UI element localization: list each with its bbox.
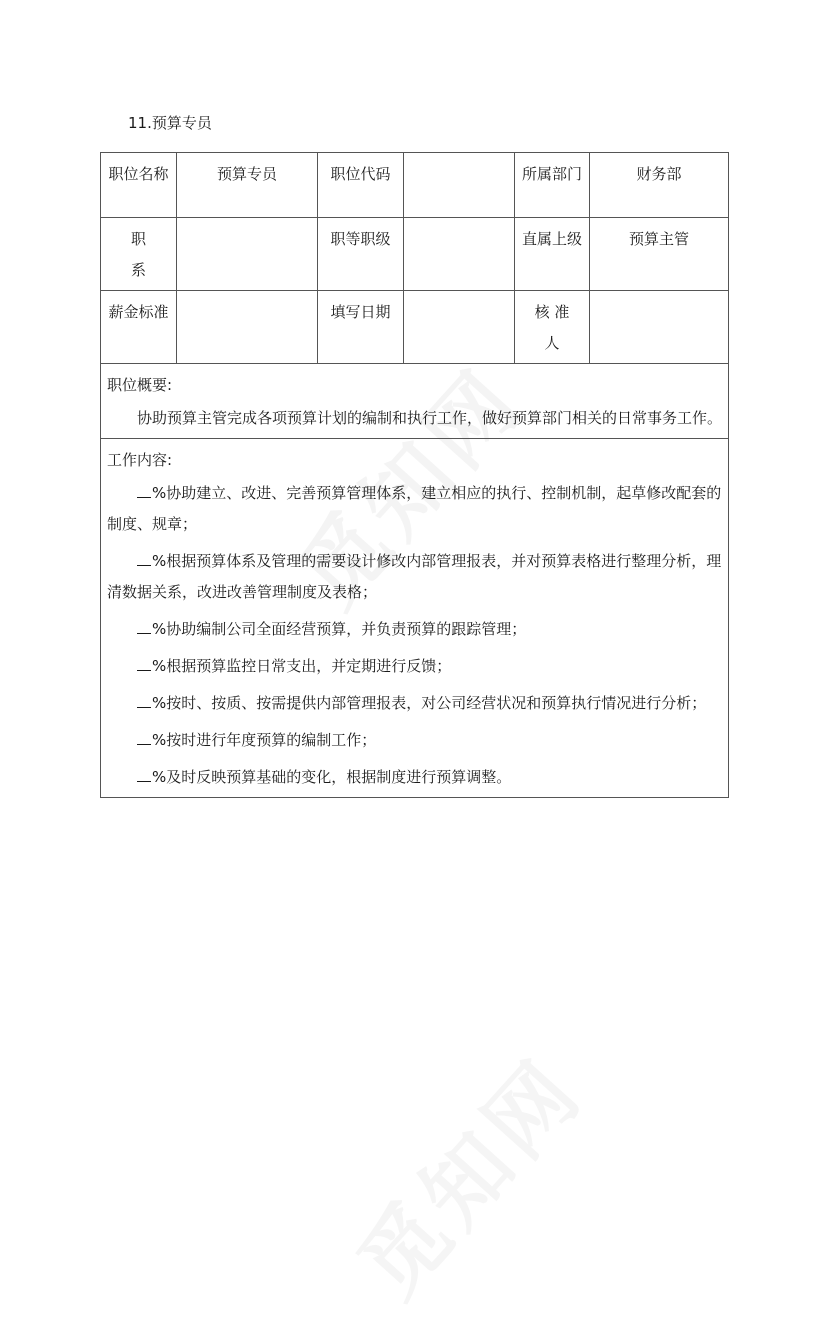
duty-item-text: %协助编制公司全面经营预算，并负责预算的跟踪管理； — [152, 620, 527, 638]
value-department: 财务部 — [590, 153, 729, 218]
label-job-title: 职位名称 — [101, 153, 177, 218]
table-row — [101, 291, 729, 364]
blank-line — [137, 619, 151, 634]
summary-label: 职位概要: — [107, 376, 173, 394]
value-job-title: 预算专员 — [177, 153, 318, 218]
label-salary-standard: 薪金标准 — [101, 291, 177, 364]
summary-text: 协助预算主管完成各项预算计划的编制和执行工作，做好预算部门相关的日常事务工作。 — [137, 409, 723, 427]
duty-item-text: %根据预算体系及管理的需要设计修改内部管理报表，并对预算表格进行整理分析，理清数据关系，改进改善管理制度及表格； — [107, 552, 722, 601]
duty-item-text: %及时反映预算基础的变化，根据制度进行预算调整。 — [152, 768, 512, 786]
duty-item-text: %按时进行年度预算的编制工作； — [152, 731, 377, 749]
value-supervisor: 预算主管 — [590, 218, 729, 291]
watermark-bottom — [325, 924, 695, 1316]
job-description-table — [100, 152, 729, 798]
duty-item-text: %按时、按质、按需提供内部管理报表，对公司经营状况和预算执行情况进行分析； — [152, 694, 707, 712]
value-job-grade — [404, 218, 515, 291]
duty-item-text: %根据预算监控日常支出，并定期进行反馈； — [152, 657, 452, 675]
duties-label: 工作内容: — [107, 451, 173, 469]
value-job-family — [177, 218, 318, 291]
duty-item-text: %协助建立、改进、完善预算管理体系，建立相应的执行、控制机制，起草修改配套的制度、规章； — [107, 484, 722, 533]
label-supervisor: 直属上级 — [515, 218, 590, 291]
value-salary-standard — [177, 291, 318, 364]
duty-item — [107, 725, 722, 756]
label-approver: 核 准 人 — [515, 291, 590, 364]
blank-line — [137, 483, 151, 498]
duty-item — [107, 614, 722, 645]
duty-item — [107, 651, 722, 682]
label-department: 所属部门 — [515, 153, 590, 218]
label-job-family: 职 系 — [101, 218, 177, 291]
blank-line — [137, 767, 151, 782]
duty-item — [107, 762, 722, 793]
blank-line — [137, 656, 151, 671]
table-row — [101, 364, 729, 439]
table-row — [101, 218, 729, 291]
duties-section — [101, 439, 729, 798]
page-title: 11.预算专员 — [128, 114, 212, 132]
label-fill-date: 填写日期 — [318, 291, 404, 364]
duty-item — [107, 546, 722, 608]
value-approver — [590, 291, 729, 364]
label-job-grade: 职等职级 — [318, 218, 404, 291]
duty-item — [107, 688, 722, 719]
blank-line — [137, 551, 151, 566]
value-job-code — [404, 153, 515, 218]
label-job-code: 职位代码 — [318, 153, 404, 218]
table-row — [101, 153, 729, 218]
blank-line — [137, 730, 151, 745]
table-row — [101, 439, 729, 798]
duty-item — [107, 478, 722, 540]
blank-line — [137, 693, 151, 708]
summary-section — [101, 364, 729, 439]
value-fill-date — [404, 291, 515, 364]
